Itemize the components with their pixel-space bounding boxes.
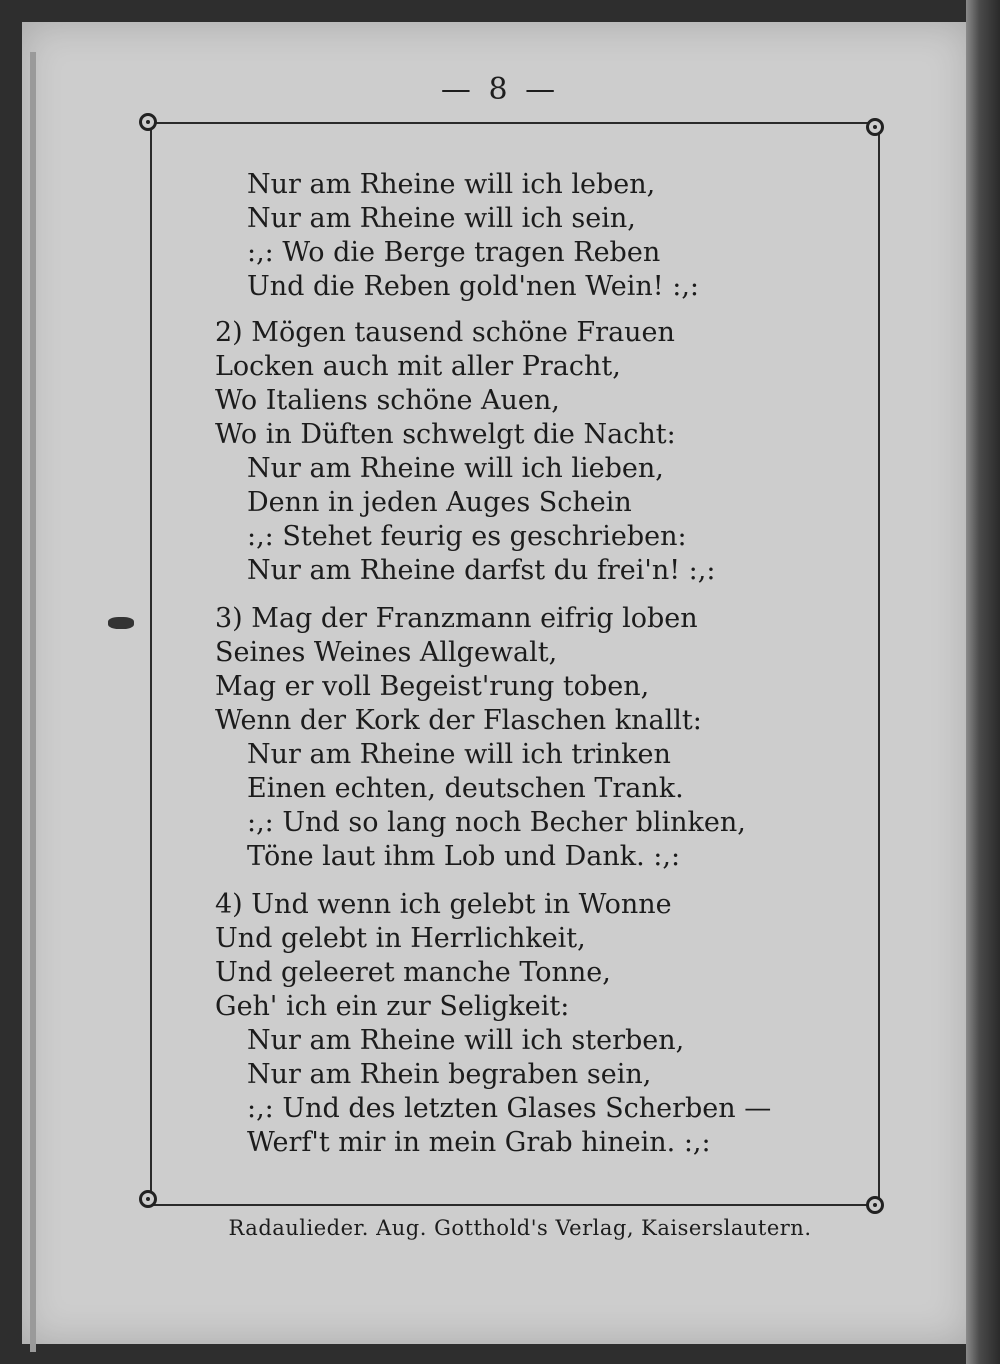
- ink-smudge: [108, 617, 134, 629]
- corner-ornament-bottom-right: [866, 1196, 884, 1214]
- poem-line: Nur am Rheine will ich sein,: [247, 203, 636, 234]
- page-number: — 8 —: [440, 72, 560, 107]
- poem-line: :,: Stehet feurig es geschrieben:: [247, 521, 687, 552]
- poem-line: :,: Und so lang noch Becher blinken,: [247, 807, 746, 838]
- poem-line: :,: Und des letzten Glases Scherben —: [247, 1093, 772, 1124]
- poem-line: Einen echten, deutschen Trank.: [247, 773, 684, 804]
- poem-line: Mag er voll Begeist'rung toben,: [215, 671, 650, 702]
- poem-line: Wo Italiens schöne Auen,: [215, 385, 560, 416]
- poem-line: Seines Weines Allgewalt,: [215, 637, 558, 668]
- stanza-4: [215, 888, 815, 1160]
- poem-line: Nur am Rheine will ich trinken: [247, 739, 671, 770]
- corner-ornament-top-right: [866, 118, 884, 136]
- poem-line: Locken auch mit aller Pracht,: [215, 351, 621, 382]
- page-footer: Radaulieder. Aug. Gotthold's Verlag, Kaiserslautern.: [228, 1216, 812, 1240]
- poem-line: Und gelebt in Herrlichkeit,: [215, 923, 586, 954]
- poem-line: Denn in jeden Auges Schein: [247, 487, 632, 518]
- poem-line: Nur am Rheine darfst du frei'n! :,:: [247, 555, 716, 586]
- page-edge: [30, 52, 36, 1352]
- poem-line: Töne laut ihm Lob und Dank. :,:: [247, 841, 681, 872]
- stanza-3: [215, 602, 815, 874]
- stanza-2: [215, 316, 815, 588]
- corner-ornament-bottom-left: [139, 1190, 157, 1208]
- poem-line: Wenn der Kork der Flaschen knallt:: [215, 705, 702, 736]
- poem-line: Nur am Rheine will ich sterben,: [247, 1025, 685, 1056]
- poem-line: 2) Mögen tausend schöne Frauen: [215, 317, 675, 348]
- stanza-1: [215, 168, 815, 304]
- book-spine: [966, 0, 1000, 1364]
- poem-line: Nur am Rheine will ich lieben,: [247, 453, 664, 484]
- poem-line: Wo in Düften schwelgt die Nacht:: [215, 419, 676, 450]
- poem-line: :,: Wo die Berge tragen Reben: [247, 237, 661, 268]
- poem-line: Und geleeret manche Tonne,: [215, 957, 611, 988]
- poem-line: Nur am Rhein begraben sein,: [247, 1059, 652, 1090]
- poem-line: Werf't mir in mein Grab hinein. :,:: [247, 1127, 711, 1158]
- poem-line: Und die Reben gold'nen Wein! :,:: [247, 271, 700, 302]
- corner-ornament-top-left: [139, 113, 157, 131]
- poem-line: 4) Und wenn ich gelebt in Wonne: [215, 889, 672, 920]
- poem-line: Nur am Rheine will ich leben,: [247, 169, 656, 200]
- poem-line: 3) Mag der Franzmann eifrig loben: [215, 603, 698, 634]
- poem-line: Geh' ich ein zur Seligkeit:: [215, 991, 570, 1022]
